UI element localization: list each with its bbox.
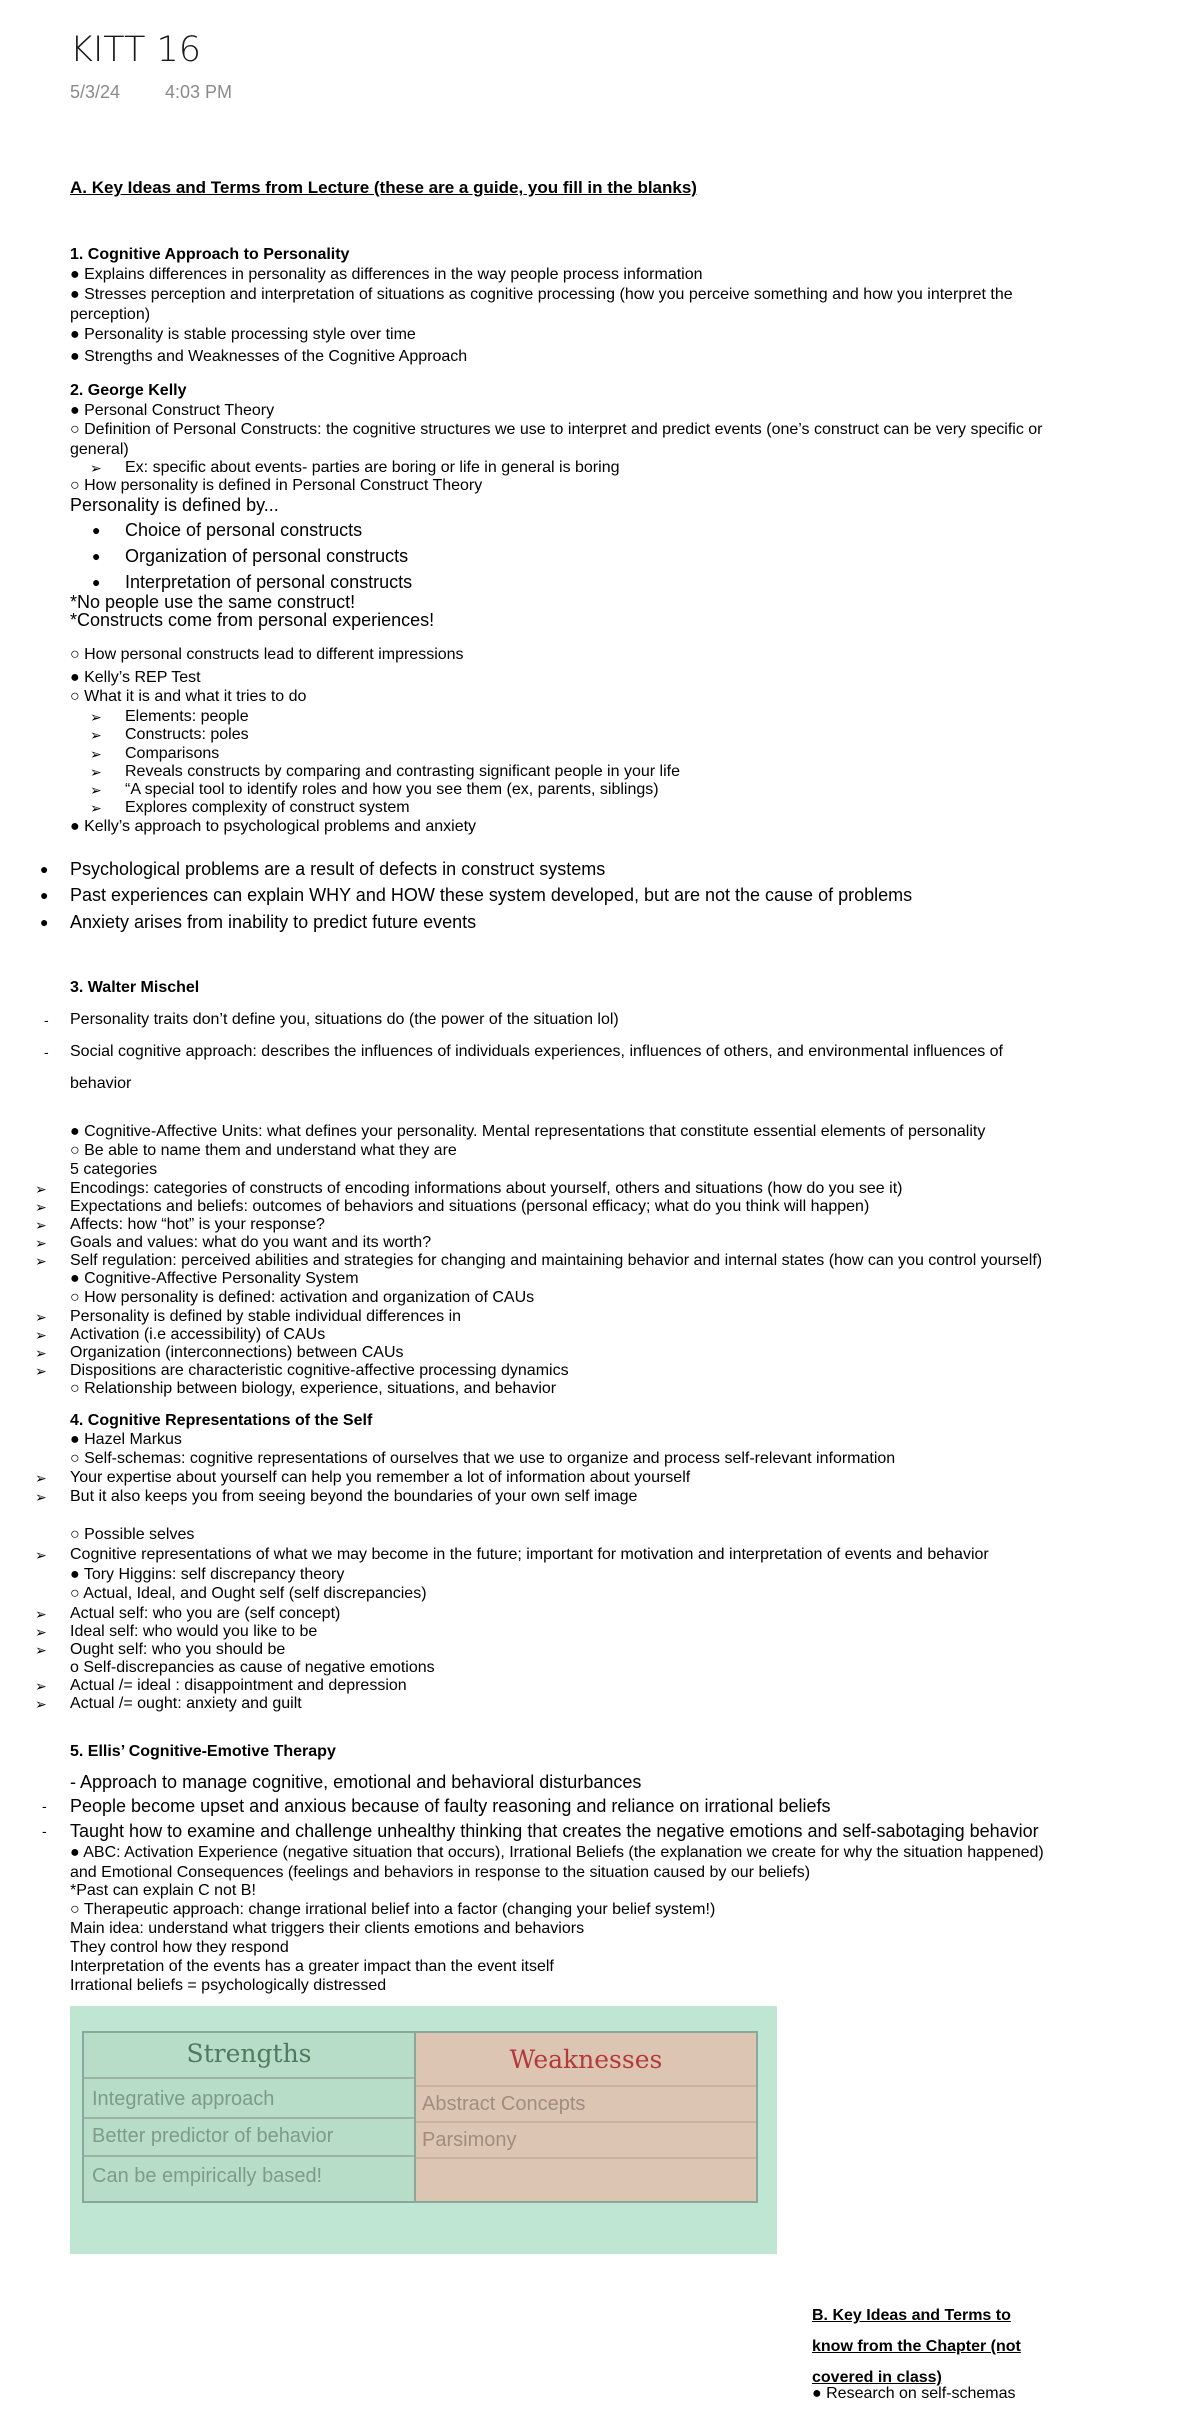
note-line: ○ How personal constructs lead to different impressions <box>70 646 464 663</box>
note-line: ● Stresses perception and interpretation of situations as cognitive processing (how you perceive something and how you interpret the perception) <box>70 286 1013 323</box>
note-line: ○ How personality is defined: activation and organization of CAUs <box>70 1289 535 1306</box>
arrow-bullet-icon: ➢ <box>90 727 102 743</box>
note-line: ○ How personality is defined in Personal Construct Theory <box>70 477 483 494</box>
strength-item: Can be empirically based! <box>92 2165 323 2187</box>
arrow-bullet-icon: ➢ <box>90 764 102 780</box>
note-line: People become upset and anxious because of faulty reasoning and reliance on irrational beliefs <box>70 1796 831 1816</box>
note-line: *Constructs come from personal experiences! <box>70 610 435 630</box>
note-line: They control how they respond <box>70 1939 289 1956</box>
note-line: ● Personality is stable processing style over time <box>70 326 416 343</box>
note-line: ○ Possible selves <box>70 1526 195 1543</box>
note-line: ● Hazel Markus <box>70 1431 182 1448</box>
note-line: Constructs: poles <box>125 726 249 743</box>
note-line: Goals and values: what do you want and its worth? <box>70 1234 432 1251</box>
arrow-bullet-icon: ➢ <box>35 1678 47 1694</box>
arrow-bullet-icon: ➢ <box>35 1345 47 1361</box>
note-line: ○ What it is and what it tries to do <box>70 688 307 705</box>
arrow-bullet-icon: ➢ <box>35 1181 47 1197</box>
note-line: - Approach to manage cognitive, emotional and behavioral disturbances <box>70 1772 642 1792</box>
note-line: Choice of personal constructs <box>125 520 363 540</box>
arrow-bullet-icon: ➢ <box>90 800 102 816</box>
note-line: Anxiety arises from inability to predict future events <box>70 912 477 932</box>
note-line: Elements: people <box>125 708 249 725</box>
note-line: Interpretation of the events has a greater impact than the event itself <box>70 1958 554 1975</box>
strengths-weaknesses-photo <box>70 2006 777 2254</box>
weakness-item: Abstract Concepts <box>422 2093 586 2115</box>
note-line: Social cognitive approach: describes the influences of individuals experiences, influences of others, and environmental influences of <box>70 1043 1003 1060</box>
arrow-bullet-icon: ➢ <box>35 1547 47 1563</box>
dash-marker: - <box>42 1823 47 1839</box>
note-line: Ideal self: who would you like to be <box>70 1623 318 1640</box>
bullet-icon: ● <box>40 861 49 877</box>
dash-marker: - <box>44 1012 49 1028</box>
note-line: ○ Be able to name them and understand what they are <box>70 1142 457 1159</box>
note-line: Personality is defined by... <box>70 495 279 515</box>
strengths-column <box>84 2033 416 2201</box>
note-line: ○ Definition of Personal Constructs: the cognitive structures we use to interpret and predict events (one’s construct can be very specific or general) <box>70 421 1043 458</box>
arrow-bullet-icon: ➢ <box>90 746 102 762</box>
note-line: Comparisons <box>125 745 220 762</box>
note-line: Activation (i.e accessibility) of CAUs <box>70 1326 326 1343</box>
note-line: Actual /= ideal : disappointment and depression <box>70 1677 407 1694</box>
note-line: ● Kelly’s REP Test <box>70 669 201 686</box>
table-divider <box>84 2155 414 2157</box>
arrow-bullet-icon: ➢ <box>35 1606 47 1622</box>
table-divider <box>416 2085 756 2087</box>
section-a-heading: A. Key Ideas and Terms from Lecture (these are a guide, you fill in the blanks) <box>70 178 697 197</box>
note-line: 1. Cognitive Approach to Personality <box>70 246 350 263</box>
note-line: behavior <box>70 1075 132 1092</box>
weakness-item: Parsimony <box>422 2129 517 2151</box>
note-line: ● ABC: Activation Experience (negative situation that occurs), Irrational Beliefs (the explanation we create for why the situation happened) and Emotional Consequences (feelings and behaviors in response to the situation caused by our beliefs) <box>70 1844 1044 1881</box>
note-title: KITT 16 <box>70 30 202 70</box>
arrow-bullet-icon: ➢ <box>35 1489 47 1505</box>
note-line: Interpretation of personal constructs <box>125 572 413 592</box>
arrow-bullet-icon: ➢ <box>35 1309 47 1325</box>
note-line: ○ Therapeutic approach: change irrational belief into a factor (changing your belief system!) <box>70 1901 716 1918</box>
note-line: Organization of personal constructs <box>125 546 409 566</box>
note-line: Personality traits don’t define you, situations do (the power of the situation lol) <box>70 1011 619 1028</box>
arrow-bullet-icon: ➢ <box>35 1217 47 1233</box>
note-line: “A special tool to identify roles and how you see them (ex, parents, siblings) <box>125 781 659 798</box>
note-line: 5 categories <box>70 1161 158 1178</box>
strength-item: Integrative approach <box>92 2088 275 2110</box>
note-line: Explores complexity of construct system <box>125 799 410 816</box>
arrow-bullet-icon: ➢ <box>35 1235 47 1251</box>
note-line: *No people use the same construct! <box>70 592 356 612</box>
table-divider <box>416 2157 756 2159</box>
dash-marker: - <box>44 1044 49 1060</box>
note-line: Organization (interconnections) between CAUs <box>70 1344 404 1361</box>
note-line: ● Personal Construct Theory <box>70 402 275 419</box>
arrow-bullet-icon: ➢ <box>35 1199 47 1215</box>
note-line: Past experiences can explain WHY and HOW these system developed, but are not the cause of problems <box>70 885 913 905</box>
note-line: Taught how to examine and challenge unhealthy thinking that creates the negative emotions and self-sabotaging behavior <box>70 1821 1039 1841</box>
note-line: Psychological problems are a result of defects in construct systems <box>70 859 606 879</box>
arrow-bullet-icon: ➢ <box>35 1642 47 1658</box>
note-line: ○ Relationship between biology, experience, situations, and behavior <box>70 1380 557 1397</box>
arrow-bullet-icon: ➢ <box>90 782 102 798</box>
note-line: o Self-discrepancies as cause of negative emotions <box>70 1659 435 1676</box>
note-line: 3. Walter Mischel <box>70 979 200 996</box>
note-line: Reveals constructs by comparing and contrasting significant people in your life <box>125 763 680 780</box>
note-line: ● Kelly’s approach to psychological problems and anxiety <box>70 818 477 835</box>
note-line: ● Cognitive-Affective Personality System <box>70 1270 359 1287</box>
note-line: ● Cognitive-Affective Units: what defines your personality. Mental representations that constitute essential elements of personality <box>70 1123 986 1140</box>
note-line: Actual self: who you are (self concept) <box>70 1605 341 1622</box>
note-line: Your expertise about yourself can help you remember a lot of information about yourself <box>70 1469 691 1486</box>
table-divider <box>84 2117 414 2119</box>
table-divider <box>84 2077 414 2079</box>
arrow-bullet-icon: ➢ <box>35 1624 47 1640</box>
note-line: 5. Ellis’ Cognitive-Emotive Therapy <box>70 1743 336 1760</box>
note-line: Dispositions are characteristic cognitive-affective processing dynamics <box>70 1362 569 1379</box>
arrow-bullet-icon: ➢ <box>90 709 102 725</box>
note-line: ● Explains differences in personality as differences in the way people process information <box>70 266 703 283</box>
note-time: 4:03 PM <box>165 82 233 102</box>
note-line: ● Strengths and Weaknesses of the Cognitive Approach <box>70 348 468 365</box>
note-line: Main idea: understand what triggers their clients emotions and behaviors <box>70 1920 585 1937</box>
strength-item: Better predictor of behavior <box>92 2125 334 2147</box>
note-line: But it also keeps you from seeing beyond the boundaries of your own self image <box>70 1488 638 1505</box>
table-divider <box>416 2121 756 2123</box>
note-date: 5/3/24 <box>70 82 121 102</box>
note-line: Ex: specific about events- parties are boring or life in general is boring <box>125 459 620 476</box>
arrow-bullet-icon: ➢ <box>35 1327 47 1343</box>
bullet-icon: ● <box>40 887 49 903</box>
note-line: Encodings: categories of constructs of encoding informations about yourself, others and situations (how do you see it) <box>70 1180 903 1197</box>
note-line: Self regulation: perceived abilities and strategies for changing and maintaining behavior and internal states (how can you control yourself) <box>70 1252 1043 1269</box>
arrow-bullet-icon: ➢ <box>35 1253 47 1269</box>
weaknesses-column <box>416 2033 756 2201</box>
strengths-weaknesses-table <box>82 2031 758 2203</box>
note-line: Ought self: who you should be <box>70 1641 286 1658</box>
arrow-bullet-icon: ➢ <box>35 1470 47 1486</box>
note-line: Affects: how “hot” is your response? <box>70 1216 325 1233</box>
note-line: Actual /= ought: anxiety and guilt <box>70 1695 302 1712</box>
dash-marker: - <box>42 1798 47 1814</box>
section-b-item: ● Research on self-schemas <box>812 2385 1016 2402</box>
arrow-bullet-icon: ➢ <box>35 1363 47 1379</box>
note-line: Personality is defined by stable individual differences in <box>70 1308 462 1325</box>
section-b-heading: B. Key Ideas and Terms to know from the Chapter (not covered in class) <box>812 2307 1021 2386</box>
bullet-icon: ● <box>92 574 101 590</box>
note-line: Expectations and beliefs: outcomes of behaviors and situations (personal efficacy; what do you think will happen) <box>70 1198 870 1215</box>
note-line: ● Tory Higgins: self discrepancy theory <box>70 1566 345 1583</box>
arrow-bullet-icon: ➢ <box>35 1696 47 1712</box>
note-line: ○ Actual, Ideal, and Ought self (self discrepancies) <box>70 1585 427 1602</box>
note-line: *Past can explain C not B! <box>70 1882 256 1899</box>
note-line: Irrational beliefs = psychologically distressed <box>70 1977 387 1994</box>
bullet-icon: ● <box>92 548 101 564</box>
arrow-bullet-icon: ➢ <box>90 460 102 476</box>
strengths-header: Strengths <box>186 2039 312 2068</box>
note-line: Cognitive representations of what we may become in the future; important for motivation and interpretation of events and behavior <box>70 1546 989 1563</box>
weaknesses-header: Weaknesses <box>509 2045 663 2074</box>
note-line: 4. Cognitive Representations of the Self <box>70 1412 373 1429</box>
bullet-icon: ● <box>92 522 101 538</box>
note-line: 2. George Kelly <box>70 382 187 399</box>
note-line: ○ Self-schemas: cognitive representations of ourselves that we use to organize and process self-relevant information <box>70 1450 896 1467</box>
bullet-icon: ● <box>40 914 49 930</box>
